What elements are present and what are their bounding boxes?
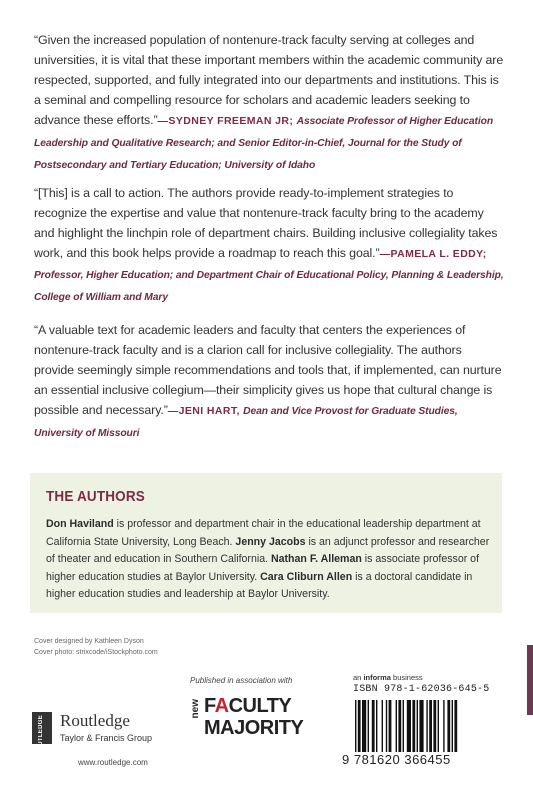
barcode-bar: [358, 700, 361, 752]
isbn-text: ISBN 978-1-62036-645-5: [353, 684, 490, 695]
logo-new-text: new: [190, 699, 201, 719]
endorsement-quote: “A valuable text for academic leaders and faculty that centers the experiences of nontenure-track faculty and is a clarion call for inclusive collegiality. The authors provide seemingly simple recommendations and tools that, if implemented, can nurture an essential inclusive collegium—their simplicity gives us hope that cultural change is possible and necessary.”: [34, 323, 502, 417]
informa-label: an informa business: [353, 673, 423, 682]
endorsement-role: Dean and Vice Provost for Graduate Studies, University of Missouri: [34, 406, 458, 439]
endorsement-quote: “[This] is a call to action. The authors provide ready-to-implement strategies to recognize the expertise and value that nontenure-track faculty bring to the academy and highlight the linchpin role of department chairs. Building inclusive collegiality takes work, and this book helps provide a roadmap to reach this goal.”: [34, 186, 498, 260]
barcode-bar: [438, 700, 439, 752]
barcode-bar: [403, 700, 404, 752]
endorsement-role: Professor, Higher Education; and Department Chair of Educational Policy, Planning & Leadership, College of William and Mary: [34, 270, 504, 303]
barcode-bar: [376, 700, 377, 752]
edge-accent-bar: [527, 645, 533, 715]
barcode-bar: [412, 700, 415, 752]
cover-credits: [34, 636, 158, 658]
endorsement-name: —PAMELA L. EDDY;: [379, 248, 487, 260]
author-name: Jenny Jacobs: [235, 535, 306, 548]
photo-credit: Cover photo: strixcode/iStockphoto.com: [34, 649, 158, 656]
author-name: Nathan F. Alleman: [270, 553, 362, 565]
barcode-bar: [398, 700, 401, 752]
logo-majority-text: MAJORITY: [204, 717, 304, 739]
authors-bio: [46, 516, 494, 604]
endorsement-name: —SYDNEY FREEMAN JR;: [157, 115, 294, 127]
association-label: Published in association with: [190, 676, 293, 685]
barcode-bar: [389, 700, 392, 752]
endorsement-3: [34, 320, 504, 444]
barcode-bar: [372, 700, 375, 752]
barcode-bar: [429, 700, 432, 752]
barcode-bar: [443, 700, 444, 752]
new-faculty-majority-logo: [190, 695, 310, 745]
barcode-bar: [362, 700, 366, 752]
barcode-bar: [447, 700, 450, 752]
barcode-bar: [426, 700, 427, 752]
designer-credit: Cover designed by Kathleen Dyson: [34, 638, 144, 645]
barcode-digits: 9 781620 366455: [342, 752, 451, 767]
endorsement-name: —JENI HART,: [167, 405, 240, 417]
author-bio: is professor and department chair in the educational leadership department at California State University, Long Beach.: [46, 518, 481, 548]
barcode-bar: [452, 700, 453, 752]
barcode-bar: [433, 700, 436, 752]
barcode-bar: [368, 700, 369, 752]
publisher-website: www.routledge.com: [78, 758, 148, 767]
routledge-logo: [32, 710, 162, 756]
barcode-bar: [417, 700, 418, 752]
logo-faculty-text: FACULTY: [204, 695, 292, 717]
barcode-bar: [386, 700, 387, 752]
publisher-group: Taylor & Francis Group: [60, 733, 153, 743]
endorsement-role: Associate Professor of Higher Education Leadership and Qualitative Research; and Senior Editor-in-Chief, Journal for the Study of Postsecondary and Tertiary Education; University of Idaho: [34, 116, 494, 171]
endorsement-1: [34, 30, 504, 176]
author-bio: is an adjunct professor and researcher of theater and education in Southern California.: [46, 535, 490, 565]
barcode-bar: [355, 700, 356, 752]
endorsement-quote: “Given the increased population of nontenure-track faculty serving at colleges and universities, it is vital that these important members within the academic community are respected, supported, and fully integrated into our departments and institutions. This is a seminal and compelling resource for scholars and academic leaders seeking to advance these efforts.”: [34, 33, 504, 127]
author-bio: is associate professor of higher education studies at Baylor University.: [46, 553, 480, 583]
routledge-mark-icon: ROUTLEDGE: [32, 712, 52, 744]
author-bio: is a doctoral candidate in higher education studies and leadership at Baylor University.: [46, 570, 473, 600]
endorsement-2: [34, 183, 504, 308]
publisher-name: Routledge: [60, 711, 130, 730]
authors-section: [30, 473, 502, 613]
barcode-bar: [419, 700, 423, 752]
barcode-bar: [454, 700, 457, 752]
authors-heading: THE AUTHORS: [46, 488, 145, 505]
author-name: Cara Cliburn Allen: [260, 570, 353, 583]
barcode: [353, 700, 503, 752]
author-name: Don Haviland: [46, 518, 114, 530]
barcode-bar: [407, 700, 411, 752]
barcode-bar: [396, 700, 397, 752]
barcode-bar: [382, 700, 383, 752]
